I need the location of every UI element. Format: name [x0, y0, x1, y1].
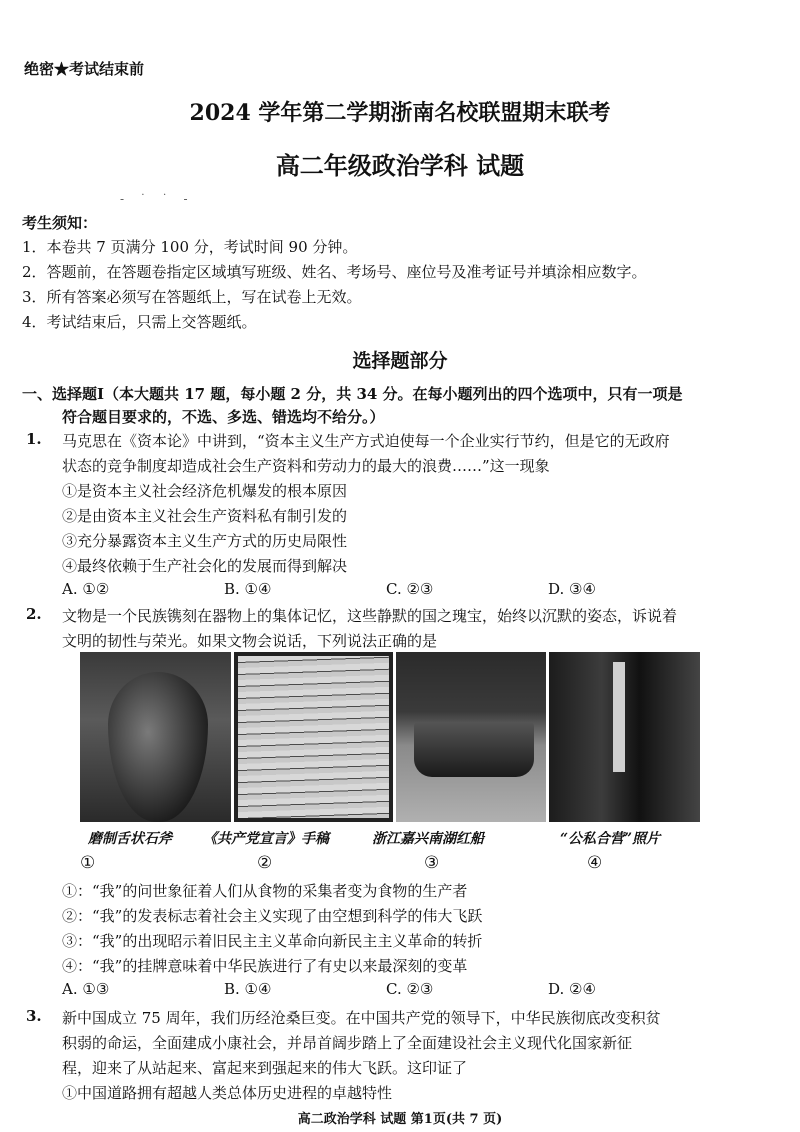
page-footer: 高二政治学科 试题 第1页(共 7 页) — [297, 1112, 503, 1127]
q2-options — [62, 980, 710, 998]
notice-item: 4．考试结束后，只需上交答题纸。 — [22, 313, 257, 331]
q1-option-b[interactable]: B. ①④ — [224, 580, 272, 598]
section-title: 选择题部分 — [352, 350, 448, 372]
q2-statement: ③：“我”的出现昭示着旧民主主义革命向新民主主义革命的转折 — [62, 932, 483, 950]
section-instruction: 符合题目要求的，不选、多选、错选均不给分。） — [62, 408, 385, 426]
q1-option-c[interactable]: C. ②③ — [386, 580, 434, 598]
notice-item: 3．所有答案必须写在答题纸上，写在试卷上无效。 — [22, 288, 362, 306]
manifesto-manuscript-photo — [234, 652, 393, 822]
photo-caption: 浙江嘉兴南湖红船 — [372, 831, 484, 847]
joint-venture-photo — [549, 652, 700, 822]
q2-statement: ②：“我”的发表标志着社会主义实现了由空想到科学的伟大飞跃 — [62, 907, 483, 925]
photo-mark: ④ — [587, 853, 603, 873]
red-boat-photo — [396, 652, 547, 822]
exam-title: 2024 学年第二学期浙南名校联盟期末联考 — [189, 100, 611, 126]
photo-mark: ② — [257, 853, 273, 873]
q1-options — [62, 580, 710, 598]
q1-statement: ①是资本主义社会经济危机爆发的根本原因 — [62, 482, 348, 500]
q2-option-a[interactable]: A. ①③ — [62, 980, 110, 998]
q1-statement: ③充分暴露资本主义生产方式的历史局限性 — [62, 532, 348, 550]
secret-label: 绝密★考试结束前 — [24, 60, 145, 78]
q1-stem: 马克思在《资本论》中讲到，“资本主义生产方式迫使每一个企业实行节约，但是它的无政府 — [62, 432, 670, 450]
q3-stem: 新中国成立 75 周年，我们历经沧桑巨变。在中国共产党的领导下，中华民族彻底改变积贫 — [62, 1009, 661, 1027]
notice-item: 2．答题前，在答题卷指定区域填写班级、姓名、考场号、座位号及准考证号并填涂相应数字。 — [22, 263, 647, 281]
stone-axe-photo — [80, 652, 231, 822]
section-instruction: 一、选择题Ⅰ（本大题共 17 题，每小题 2 分，共 34 分。在每小题列出的四个选项中，只有一项是 — [22, 385, 683, 403]
q1-option-d[interactable]: D. ③④ — [548, 580, 596, 598]
q3-stem: 积弱的命运，全面建成小康社会，并昂首阔步踏上了全面建设社会主义现代化国家新征 — [62, 1034, 633, 1052]
q1-stem: 状态的竞争制度却造成社会生产资料和劳动力的最大的浪费……”这一现象 — [62, 457, 550, 475]
q1-option-a[interactable]: A. ①② — [62, 580, 110, 598]
artifact-photos — [80, 652, 700, 822]
photo-caption: 磨制舌状石斧 — [88, 831, 172, 847]
q3-statement: ①中国道路拥有超越人类总体历史进程的卓越特性 — [62, 1084, 393, 1102]
q2-number: 2. — [26, 605, 42, 623]
q1-statement: ②是由资本主义社会生产资料私有制引发的 — [62, 507, 348, 525]
q3-number: 3. — [26, 1007, 42, 1025]
notice-heading: 考生须知： — [22, 214, 98, 232]
photo-caption: “公私合营”照片 — [560, 831, 661, 847]
q2-statement: ①：“我”的问世象征着人们从食物的采集者变为食物的生产者 — [62, 882, 468, 900]
q2-option-d[interactable]: D. ②④ — [548, 980, 596, 998]
q2-statement: ④：“我”的挂牌意味着中华民族进行了有史以来最深刻的变革 — [62, 957, 468, 975]
q3-stem: 程，迎来了从站起来、富起来到强起来的伟大飞跃。这印证了 — [62, 1059, 468, 1077]
q1-number: 1. — [26, 430, 42, 448]
scan-smudge: - ˙ ˙ - — [120, 192, 194, 206]
exam-subtitle: 高二年级政治学科 试题 — [275, 151, 525, 180]
photo-caption: 《共产党宣言》手稿 — [203, 831, 329, 847]
q2-option-b[interactable]: B. ①④ — [224, 980, 272, 998]
photo-mark: ① — [80, 853, 96, 873]
q2-option-c[interactable]: C. ②③ — [386, 980, 434, 998]
notice-item: 1．本卷共 7 页满分 100 分，考试时间 90 分钟。 — [22, 238, 358, 256]
q1-statement: ④最终依赖于生产社会化的发展而得到解决 — [62, 557, 348, 575]
q2-stem: 文明的韧性与荣光。如果文物会说话，下列说法正确的是 — [62, 632, 438, 650]
q2-stem: 文物是一个民族镌刻在器物上的集体记忆，这些静默的国之瑰宝，始终以沉默的姿态，诉说着 — [62, 607, 678, 625]
photo-mark: ③ — [424, 853, 440, 873]
